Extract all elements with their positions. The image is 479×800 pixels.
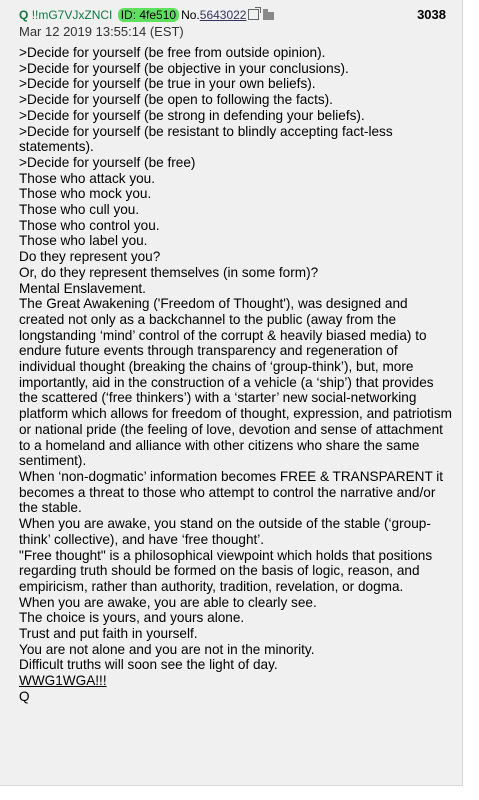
greentext-line: >Decide for yourself (be free from outside opinion). <box>19 45 326 60</box>
tripcode: !!mG7VJxZNCI <box>31 8 113 22</box>
body-line: Do they represent you? <box>19 249 161 265</box>
body-line: Trust and put faith in yourself. <box>19 626 198 642</box>
post-date: Mar 12 2019 13:55:14 (EST) <box>19 24 184 39</box>
signoff-link[interactable]: WWG1WGA!!! <box>19 673 107 689</box>
greentext-line: >Decide for yourself (be open to following the facts). <box>19 92 333 108</box>
body-line: Mental Enslavement. <box>19 280 146 296</box>
body-line: Those who label you. <box>19 233 148 249</box>
greentext-line: >Decide for yourself (be resistant to blindly accepting fact-less statements). <box>19 123 393 155</box>
body-line: When you are awake, you are able to clearly see. <box>19 594 317 610</box>
body-line: Those who attack you. <box>19 170 156 186</box>
greentext-line: >Decide for yourself (be strong in defending your beliefs). <box>19 107 365 123</box>
post-index-number: 3038 <box>417 7 446 22</box>
body-paragraph: The Great Awakening ('Freedom of Thought'), was designed and created not only as a backchannel to the public (away from the longstanding ‘mind’ control of the corrupt & heavily biased media) to endure future events through transparency and regeneration of individual thought (breaking the chains of ‘group-think’), but, more importantly, aid in the construction of a vehicle (a ‘ship’) that provides the scattered (‘free thinkers’) with a ‘starter’ new social-networking platform which allows for freedom of thought, expression, and patriotism or national pride (the feeling of love, devotion and sense of attachment to a homeland and alliance with other citizens who share the same sentiment). <box>19 296 452 469</box>
greentext-line: >Decide for yourself (be true in your own beliefs). <box>19 76 316 92</box>
body-paragraph: "Free thought" is a philosophical viewpoint which holds that positions regarding truth should be formed on the basis of logic, reason, and empiricism, rather than authority, tradition, revelation, or dogma. <box>19 547 433 594</box>
body-line: The choice is yours, and yours alone. <box>19 610 245 626</box>
body-line: Those who control you. <box>19 217 160 233</box>
folder-icon[interactable] <box>263 12 274 20</box>
body-paragraph: When ‘non-dogmatic’ information becomes FREE & TRANSPARENT it becomes a threat to those who attempt to control the narrative and/or the stable. <box>19 468 444 516</box>
post-header <box>19 6 454 24</box>
body-line: Or, do they represent themselves (in some form)? <box>19 264 319 280</box>
body-line: Those who cull you. <box>19 202 140 218</box>
greentext-line: >Decide for yourself (be free) <box>19 154 196 170</box>
greentext-line: >Decide for yourself (be objective in your conclusions). <box>19 60 349 76</box>
body-paragraph: When you are awake, you stand on the outside of the stable (‘group-think’ collective), and have ‘free thought’. <box>19 516 431 547</box>
post-number-prefix: No. <box>181 8 200 22</box>
body-line: You are not alone and you are not in the minority. <box>19 641 315 657</box>
signature: Q <box>19 688 30 704</box>
body-line: Those who mock you. <box>19 186 152 202</box>
body-line: Difficult truths will soon see the light of day. <box>19 657 278 673</box>
external-link-icon[interactable] <box>248 9 259 20</box>
post-number-link[interactable]: 5643022 <box>199 8 247 22</box>
poster-id-badge[interactable]: ID: 4fe510 <box>118 8 179 22</box>
poster-name: Q <box>19 8 29 22</box>
post-body <box>19 45 454 705</box>
